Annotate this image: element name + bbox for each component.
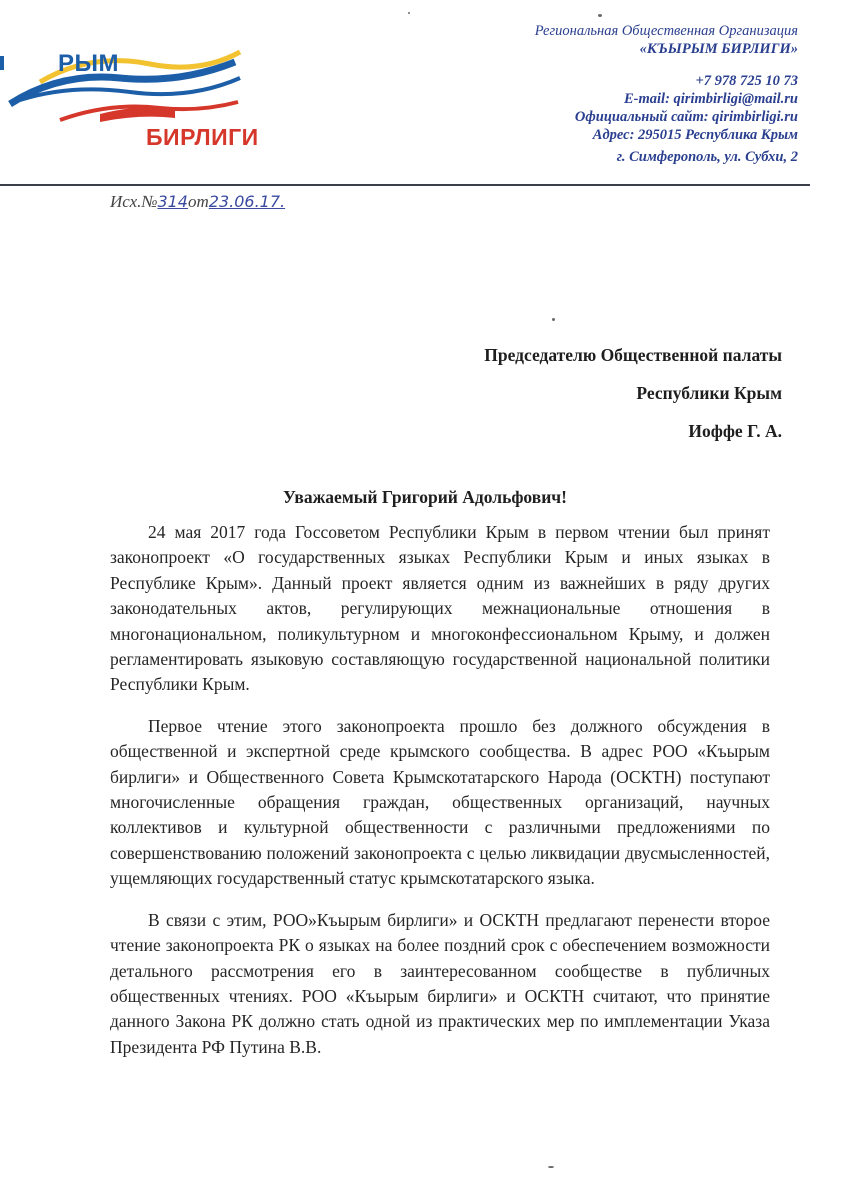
letter-body — [110, 520, 770, 1076]
scan-speck — [598, 14, 602, 17]
org-title: «КЪЫРЫМ БИРЛИГИ» — [639, 41, 798, 57]
addressee-line-1: Председателю Общественной палаты — [484, 345, 782, 365]
reference-from: от — [187, 192, 209, 211]
outgoing-reference — [110, 192, 285, 212]
addressee-block — [484, 336, 782, 450]
org-name-line: Региональная Общественная Организация — [534, 23, 798, 39]
salutation: Уважаемый Григорий Адольфович! — [283, 487, 567, 507]
body-paragraph: 24 мая 2017 года Госсоветом Республики Крым в первом чтении был принят законопроект «О государственных языках Республики Крым и иных языках в Республике Крым». Данный проект является одним из важнейших в ряду других законодательных актов, регулирующих межнациональные отношения в многонациональном, поликультурном и многоконфессиональном Крыму, и должен регламентировать языковую составляющую государственной национальной политики Республики Крым. — [110, 522, 770, 695]
addressee-line-2: Республики Крым — [636, 383, 782, 403]
header-divider — [0, 184, 810, 186]
org-city: г. Симферополь, ул. Субхи, 2 — [616, 149, 798, 165]
logo-word-bottom: БИРЛИГИ — [146, 124, 259, 150]
reference-date: 23.06.17. — [208, 192, 286, 211]
org-website: Официальный сайт: qirimbirligi.ru — [574, 109, 798, 125]
organization-info — [438, 22, 798, 166]
scan-speck — [552, 318, 555, 321]
logo-edge-mark — [0, 56, 4, 70]
reference-number: 314 — [157, 192, 188, 211]
reference-prefix: Исх.№ — [110, 192, 158, 211]
body-paragraph: Первое чтение этого законопроекта прошло без должного обсуждения в общественной и экспертной среде крымского сообщества. В адрес РОО «Къырым бирлиги» и Общественного Совета Крымскотатарского Народа (ОСКТН) поступают многочисленные обращения граждан, общественных организаций, научных коллективов и культурной общественности с различными предложениями по совершенствованию положений законопроекта с целью ликвидации двусмысленностей, ущемляющих государственный статус крымскотатарского языка. — [110, 715, 770, 889]
org-phone: +7 978 725 10 73 — [695, 73, 798, 89]
body-paragraph: В связи с этим, РОО»Къырым бирлиги» и ОСКТН предлагают перенести второе чтение законопроекта РК о языках на более поздний срок с обеспечением возможности детального рассмотрения его в заинтересованном сообществе в публичных общественных чтениях. РОО «Къырым бирлиги» и ОСКТН считают, что принятие данного Закона РК должно стать одной из практических мер по имплементации Указа Президента РФ Путина В.В. — [110, 909, 770, 1057]
org-email: E-mail: qirimbirligi@mail.ru — [623, 91, 798, 107]
addressee-line-3: Иоффе Г. А. — [688, 421, 782, 441]
scan-speck — [408, 12, 410, 14]
logo-word-top: РЫМ — [58, 50, 119, 77]
organization-logo — [0, 42, 270, 162]
org-address: Адрес: 295015 Республика Крым — [592, 127, 798, 143]
scan-speck — [548, 1166, 554, 1168]
